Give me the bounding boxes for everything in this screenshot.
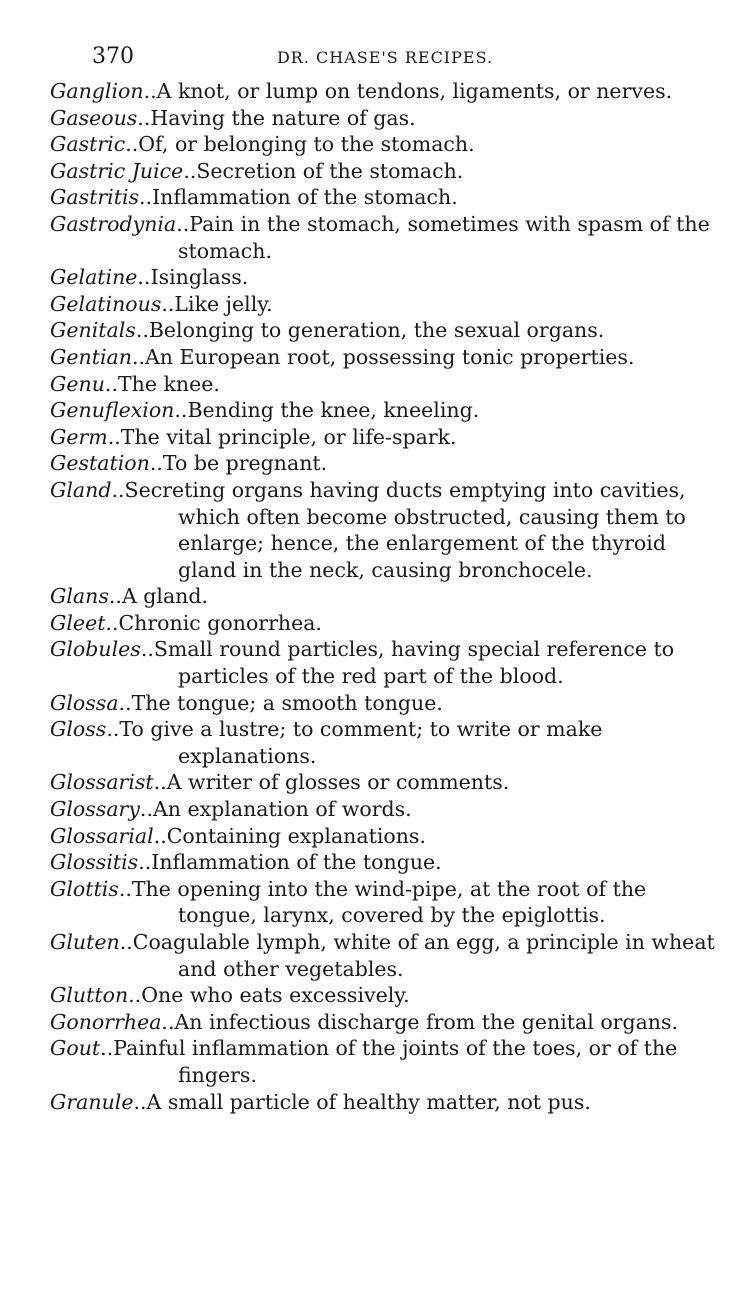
entry-definition: Secreting organs having ducts emptying into cavities, which often become obstructed, causing them to enlarge; hence, the enlargement of the thyroid gland in the neck, causing bronchocele. (124, 477, 686, 582)
entry-separator: .. (133, 1089, 147, 1114)
entry-term: Gonorrhea (50, 1009, 162, 1034)
entry-definition: One who eats excessively. (141, 983, 410, 1008)
entry-term: Ganglion (50, 79, 144, 103)
entry-definition: A knot, or lump on tendons, ligaments, or nerves. (156, 79, 673, 103)
entry-term: Gland (50, 477, 112, 502)
entry-separator: .. (137, 105, 151, 130)
entry-separator: .. (183, 158, 197, 183)
glossary-entry (50, 291, 720, 318)
entry-term: Globules (50, 637, 141, 662)
entry-definition: A small particle of healthy matter, not pus. (146, 1089, 591, 1114)
glossary-entry (50, 1089, 720, 1116)
entry-term: Glossary (50, 797, 140, 822)
glossary-entry (50, 184, 720, 211)
entry-separator: .. (153, 823, 167, 848)
glossary-entry (50, 929, 720, 982)
entry-separator: .. (100, 1036, 114, 1061)
glossary-entry (50, 424, 720, 451)
page-number: 370 (92, 44, 134, 69)
entry-separator: .. (161, 1009, 175, 1034)
glossary-entry (50, 78, 720, 105)
entry-separator: .. (143, 79, 157, 103)
entry-separator: .. (138, 850, 152, 875)
entry-separator: .. (106, 717, 120, 742)
entry-term: Granule (50, 1089, 134, 1114)
entry-separator: .. (149, 451, 163, 476)
entry-term: Glossa (50, 690, 119, 715)
entry-definition: Isinglass. (150, 265, 249, 290)
entry-term: Gentian (50, 344, 132, 369)
glossary-entry (50, 823, 720, 850)
entry-definition: To be pregnant. (162, 451, 328, 476)
entry-definition: The tongue; a smooth tongue. (131, 690, 443, 715)
glossary-entry (50, 1009, 720, 1036)
entry-definition: Coagulable lymph, white of an egg, a principle in wheat and other vegetables. (132, 930, 715, 981)
entry-term: Gout (50, 1036, 101, 1061)
glossary-entry (50, 317, 720, 344)
entry-separator: .. (140, 637, 154, 662)
entry-definition: The knee. (117, 371, 220, 396)
glossary-entry (50, 450, 720, 477)
entry-separator: .. (176, 211, 190, 236)
entry-definition: A writer of glosses or comments. (166, 770, 510, 795)
entry-term: Genitals (50, 318, 136, 343)
glossary-entry (50, 876, 720, 929)
entry-definition: Secretion of the stomach. (196, 158, 464, 183)
entry-separator: .. (131, 344, 145, 369)
entry-definition: An European root, possessing tonic properties. (144, 344, 635, 369)
entry-separator: .. (125, 132, 139, 157)
entry-separator: .. (107, 424, 121, 449)
entry-definition: A gland. (121, 584, 209, 609)
entry-separator: .. (137, 265, 151, 290)
glossary-entry (50, 610, 720, 637)
entry-separator: .. (118, 876, 132, 901)
entry-term: Gastritis (50, 185, 140, 210)
entry-separator: .. (119, 930, 133, 954)
running-head: DR. CHASE'S RECIPES. (276, 48, 494, 67)
entry-definition: To give a lustre; to comment; to write or make explanations. (119, 717, 603, 768)
entry-definition: Chronic gonorrhea. (118, 610, 322, 635)
entry-separator: .. (174, 398, 188, 423)
entry-separator: .. (111, 477, 125, 502)
entry-definition: The opening into the wind-pipe, at the root of the tongue, larynx, covered by the epiglottis. (131, 876, 647, 928)
entry-definition: Pain in the stomach, sometimes with spasm of the stomach. (178, 211, 710, 263)
entry-term: Glutton (50, 983, 129, 1008)
entry-term: Gleet (50, 610, 106, 635)
entry-term: Gaseous (50, 105, 138, 130)
entry-term: Gastrodynia (50, 211, 177, 236)
entry-definition: Like jelly. (174, 291, 273, 316)
entry-separator: .. (118, 690, 132, 715)
entry-term: Glossitis (50, 850, 139, 875)
entry-definition: Bending the knee, kneeling. (187, 398, 480, 423)
glossary-entry (50, 264, 720, 291)
entry-term: Germ (50, 424, 108, 449)
entry-term: Gloss (50, 717, 107, 742)
entry-separator: .. (105, 610, 119, 635)
entry-separator: .. (161, 291, 175, 316)
glossary-entry (50, 105, 720, 132)
entry-term: Gelatinous (50, 291, 162, 316)
entry-separator: .. (139, 797, 153, 822)
glossary-entry (50, 769, 720, 796)
entry-definition: Containing explanations. (166, 823, 426, 848)
entry-term: Gluten (50, 930, 120, 954)
entry-definition: Painful inflammation of the joints of the toes, or of the fingers. (113, 1036, 678, 1087)
glossary-entry (50, 583, 720, 610)
glossary-entry (50, 716, 720, 769)
entry-term: Glossarist (50, 770, 154, 795)
entry-separator: .. (135, 318, 149, 343)
entry-definition: An infectious discharge from the genital organs. (174, 1009, 679, 1034)
entry-definition: Having the nature of gas. (150, 105, 416, 130)
entry-definition: Inflammation of the stomach. (152, 185, 458, 210)
entry-separator: .. (153, 770, 167, 795)
entry-separator: .. (108, 584, 122, 609)
glossary-entry (50, 1035, 720, 1088)
entry-term: Gastric Juice (50, 158, 184, 183)
entry-term: Glottis (50, 876, 119, 901)
entry-definition: Belonging to generation, the sexual organs. (148, 318, 605, 343)
entry-separator: .. (139, 185, 153, 210)
entry-term: Glossarial (50, 823, 154, 848)
entry-term: Gastric (50, 132, 126, 157)
glossary-entry (50, 131, 720, 158)
entry-definition: Inflammation of the tongue. (151, 850, 442, 875)
entry-separator: .. (128, 983, 142, 1008)
entry-term: Genuflexion (50, 398, 175, 423)
glossary-entry (50, 397, 720, 424)
glossary-entry (50, 211, 720, 264)
entry-separator: .. (104, 371, 118, 396)
glossary-entry (50, 158, 720, 185)
glossary-entry (50, 849, 720, 876)
glossary-entry (50, 636, 720, 689)
glossary-entry (50, 982, 720, 1009)
page-header (50, 0, 720, 78)
entry-term: Gelatine (50, 265, 138, 290)
glossary-entry (50, 477, 720, 583)
glossary-entries (50, 78, 720, 1115)
entry-term: Gestation (50, 451, 150, 476)
entry-definition: The vital principle, or life-spark. (120, 424, 457, 449)
entry-term: Genu (50, 371, 105, 396)
glossary-entry (50, 344, 720, 371)
glossary-entry (50, 371, 720, 398)
glossary-entry (50, 690, 720, 717)
entry-term: Glans (50, 584, 109, 609)
entry-definition: Of, or belonging to the stomach. (138, 132, 475, 157)
entry-definition: An explanation of words. (152, 797, 412, 822)
entry-definition: Small round particles, having special reference to particles of the red part of the blood. (153, 637, 675, 689)
glossary-entry (50, 796, 720, 823)
